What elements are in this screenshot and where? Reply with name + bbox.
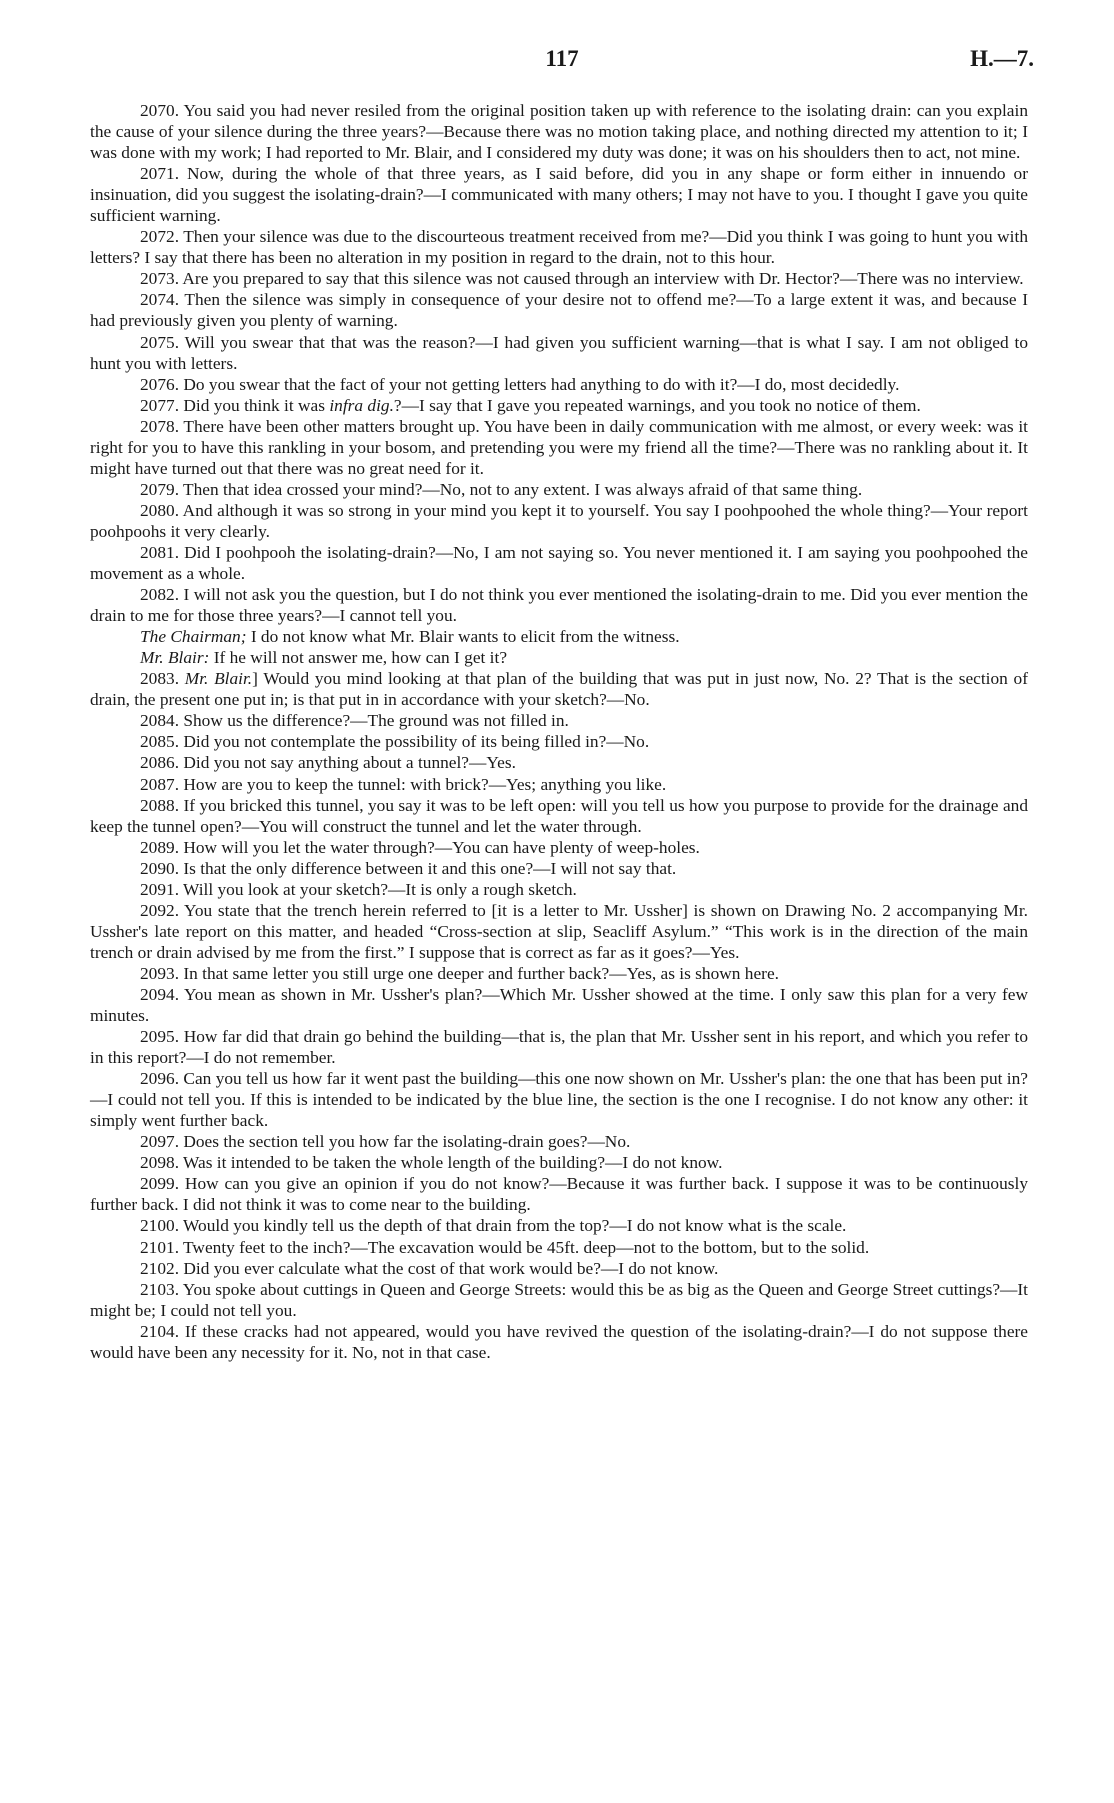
evidence-paragraph	[90, 963, 1028, 984]
text-run: 2098. Was it intended to be taken the whole length of the building?—I do not know.	[140, 1153, 723, 1173]
document-series-code: H.—7.	[970, 46, 1034, 71]
text-run: 2094. You mean as shown in Mr. Ussher's plan?—Which Mr. Ussher showed at the time. I only saw this plan for a very few minutes.	[90, 984, 1028, 1026]
text-run: 2083.	[140, 669, 185, 689]
text-run: 2082. I will not ask you the question, but I do not think you ever mentioned the isolating-drain to me. Did you ever mention the drain to me for those three years?—I cannot tell you.	[90, 585, 1028, 626]
evidence-paragraph	[90, 900, 1028, 963]
text-run: 2092. You state that the trench herein referred to [it is a letter to Mr. Ussher] is shown on Drawing No. 2 accompanying Mr. Ussher's late report on this matter, and headed “Cross-section at slip, Seacliff Asylum.” “This work is in the direction of the main trench or drain advised by me from the first.” I suppose that is correct as far as it goes?—Yes.	[90, 900, 1028, 962]
italic-text-run: Mr. Blair.	[184, 669, 253, 689]
evidence-paragraph	[90, 1279, 1028, 1321]
text-run: 2097. Does the section tell you how far the isolating-drain goes?—No.	[140, 1132, 631, 1152]
text-run: 2088. If you bricked this tunnel, you say it was to be left open: will you tell us how you purpose to provide for the drainage and keep the tunnel open?—You will construct the tunnel and let the water through.	[90, 795, 1028, 836]
evidence-paragraph	[90, 289, 1028, 331]
evidence-paragraph	[90, 858, 1028, 879]
evidence-paragraph	[90, 1321, 1028, 1363]
text-run: 2071. Now, during the whole of that three years, as I said before, did you in any shape or form either in innuendo or insinuation, did you suggest the isolating-drain?—I communicated with many others; I may not have to you. I thought I gave you quite sufficient warning.	[90, 164, 1028, 226]
text-run: 2080. And although it was so strong in your mind you kept it to yourself. You say I poohpoohed the whole thing?—Your report poohpoohs it very clearly.	[90, 500, 1028, 541]
italic-text-run: infra dig.	[329, 395, 394, 415]
evidence-paragraph	[90, 774, 1028, 795]
text-run: 2104. If these cracks had not appeared, would you have revived the question of the isolating-drain?—I do not suppose there would have been any necessity for it. No, not in that case.	[90, 1321, 1028, 1362]
text-run: 2086. Did you not say anything about a tunnel?—Yes.	[140, 753, 516, 773]
text-run: I do not know what Mr. Blair wants to elicit from the witness.	[246, 627, 680, 647]
text-run: 2084. Show us the difference?—The ground was not filled in.	[140, 711, 569, 731]
text-run: 2101. Twenty feet to the inch?—The excavation would be 45ft. deep—not to the bottom, but to the solid.	[140, 1237, 870, 1257]
text-run: 2077. Did you think it was	[140, 395, 330, 415]
evidence-paragraph	[90, 1258, 1028, 1279]
text-run: If he will not answer me, how can I get it?	[209, 648, 508, 668]
text-run: 2081. Did I poohpooh the isolating-drain?—No, I am not saying so. You never mentioned it. I am saying you poohpoohed the movement as a whole.	[90, 542, 1028, 584]
evidence-paragraph	[90, 1237, 1028, 1258]
document-body	[90, 100, 1028, 1363]
evidence-paragraph	[90, 731, 1028, 752]
evidence-paragraph	[90, 1173, 1028, 1215]
text-run: 2102. Did you ever calculate what the cost of that work would be?—I do not know.	[140, 1258, 719, 1278]
evidence-paragraph	[90, 332, 1028, 374]
evidence-paragraph	[90, 500, 1028, 542]
text-run: 2093. In that same letter you still urge one deeper and further back?—Yes, as is shown here.	[140, 963, 779, 983]
text-run: 2073. Are you prepared to say that this silence was not caused through an interview with Dr. Hector?—There was no interview.	[140, 269, 1024, 289]
italic-text-run: Mr. Blair:	[140, 648, 210, 668]
evidence-paragraph	[90, 795, 1028, 837]
text-run: 2076. Do you swear that the fact of your not getting letters had anything to do with it?—I do, most decidedly.	[140, 374, 900, 394]
evidence-paragraph	[90, 395, 1028, 416]
evidence-paragraph	[90, 268, 1028, 289]
italic-text-run: The Chairman;	[140, 627, 247, 647]
evidence-paragraph	[90, 479, 1028, 500]
evidence-paragraph	[90, 100, 1028, 163]
text-run: 2091. Will you look at your sketch?—It is only a rough sketch.	[140, 879, 577, 899]
text-run: 2099. How can you give an opinion if you do not know?—Because it was further back. I suppose it was to be continuously further back. I did not think it was to come near to the building.	[90, 1174, 1028, 1215]
evidence-paragraph	[90, 710, 1028, 731]
text-run: 2089. How will you let the water through?—You can have plenty of weep-holes.	[140, 837, 700, 857]
evidence-paragraph	[90, 837, 1028, 858]
text-run: 2070. You said you had never resiled from the original position taken up with reference to the isolating drain: can you explain the cause of your silence during the three years?—Because there was no motion taking place, and nothing directed my attention to it; I was done with my work; I had reported to Mr. Blair, and I considered my duty was done; it was on his shoulders then to act, not mine.	[90, 101, 1028, 163]
evidence-paragraph	[90, 584, 1028, 626]
evidence-paragraph	[90, 542, 1028, 584]
text-run: 2078. There have been other matters brought up. You have been in daily communication with me almost, or every week: was it right for you to have this rankling in your bosom, and pretending you were my friend all the time?—There was no rankling about it. It might have turned out that there was no great need for it.	[90, 416, 1028, 478]
text-run: 2090. Is that the only difference between it and this one?—I will not say that.	[140, 858, 677, 878]
text-run: 2095. How far did that drain go behind the building—that is, the plan that Mr. Ussher sent in his report, and which you refer to in this report?—I do not remember.	[90, 1027, 1028, 1068]
text-run: 2079. Then that idea crossed your mind?—No, not to any extent. I was always afraid of that same thing.	[140, 479, 863, 499]
text-run: 2072. Then your silence was due to the discourteous treatment received from me?—Did you think I was going to hunt you with letters? I say that there has been no alteration in my position in regard to the drain, not to this hour.	[90, 227, 1028, 268]
evidence-paragraph	[90, 626, 1028, 647]
evidence-paragraph	[90, 416, 1028, 479]
text-run: ] Would you mind looking at that plan of the building that was put in just now, No. 2? That is the section of drain, the present one put in; is that put in in accordance with your sketch?—No.	[90, 669, 1029, 710]
evidence-paragraph	[90, 1026, 1028, 1068]
evidence-paragraph	[90, 668, 1028, 710]
evidence-paragraph	[90, 984, 1028, 1026]
evidence-paragraph	[90, 1215, 1028, 1236]
text-run: 2087. How are you to keep the tunnel: with brick?—Yes; anything you like.	[140, 774, 667, 794]
evidence-paragraph	[90, 163, 1028, 226]
text-run: 2075. Will you swear that that was the reason?—I had given you sufficient warning—that is what I say. I am not obliged to hunt you with letters.	[90, 332, 1028, 373]
evidence-paragraph	[90, 879, 1028, 900]
evidence-paragraph	[90, 1131, 1028, 1152]
evidence-paragraph	[90, 226, 1028, 268]
page-number: 117	[545, 46, 579, 71]
text-run: 2085. Did you not contemplate the possibility of its being filled in?—No.	[140, 732, 650, 752]
evidence-paragraph	[90, 1068, 1028, 1131]
page-header	[90, 46, 1034, 82]
text-run: 2096. Can you tell us how far it went past the building—this one now shown on Mr. Ussher's plan: the one that has been put in?—I could not tell you. If this is intended to be indicated by the blue line, the section is the one I recognise. I do not know any other: it simply went further back.	[90, 1069, 1028, 1131]
evidence-paragraph	[90, 647, 1028, 668]
evidence-paragraph	[90, 752, 1028, 773]
text-run: 2103. You spoke about cuttings in Queen and George Streets: would this be as big as the Queen and George Street cuttings?—It might be; I could not tell you.	[90, 1279, 1028, 1320]
text-run: 2100. Would you kindly tell us the depth of that drain from the top?—I do not know what is the scale.	[140, 1216, 847, 1236]
evidence-paragraph	[90, 1152, 1028, 1173]
evidence-paragraph	[90, 374, 1028, 395]
text-run: 2074. Then the silence was simply in consequence of your desire not to offend me?—To a large extent it was, and because I had previously given you plenty of warning.	[90, 290, 1028, 331]
text-run: ?—I say that I gave you repeated warnings, and you took no notice of them.	[393, 395, 921, 415]
